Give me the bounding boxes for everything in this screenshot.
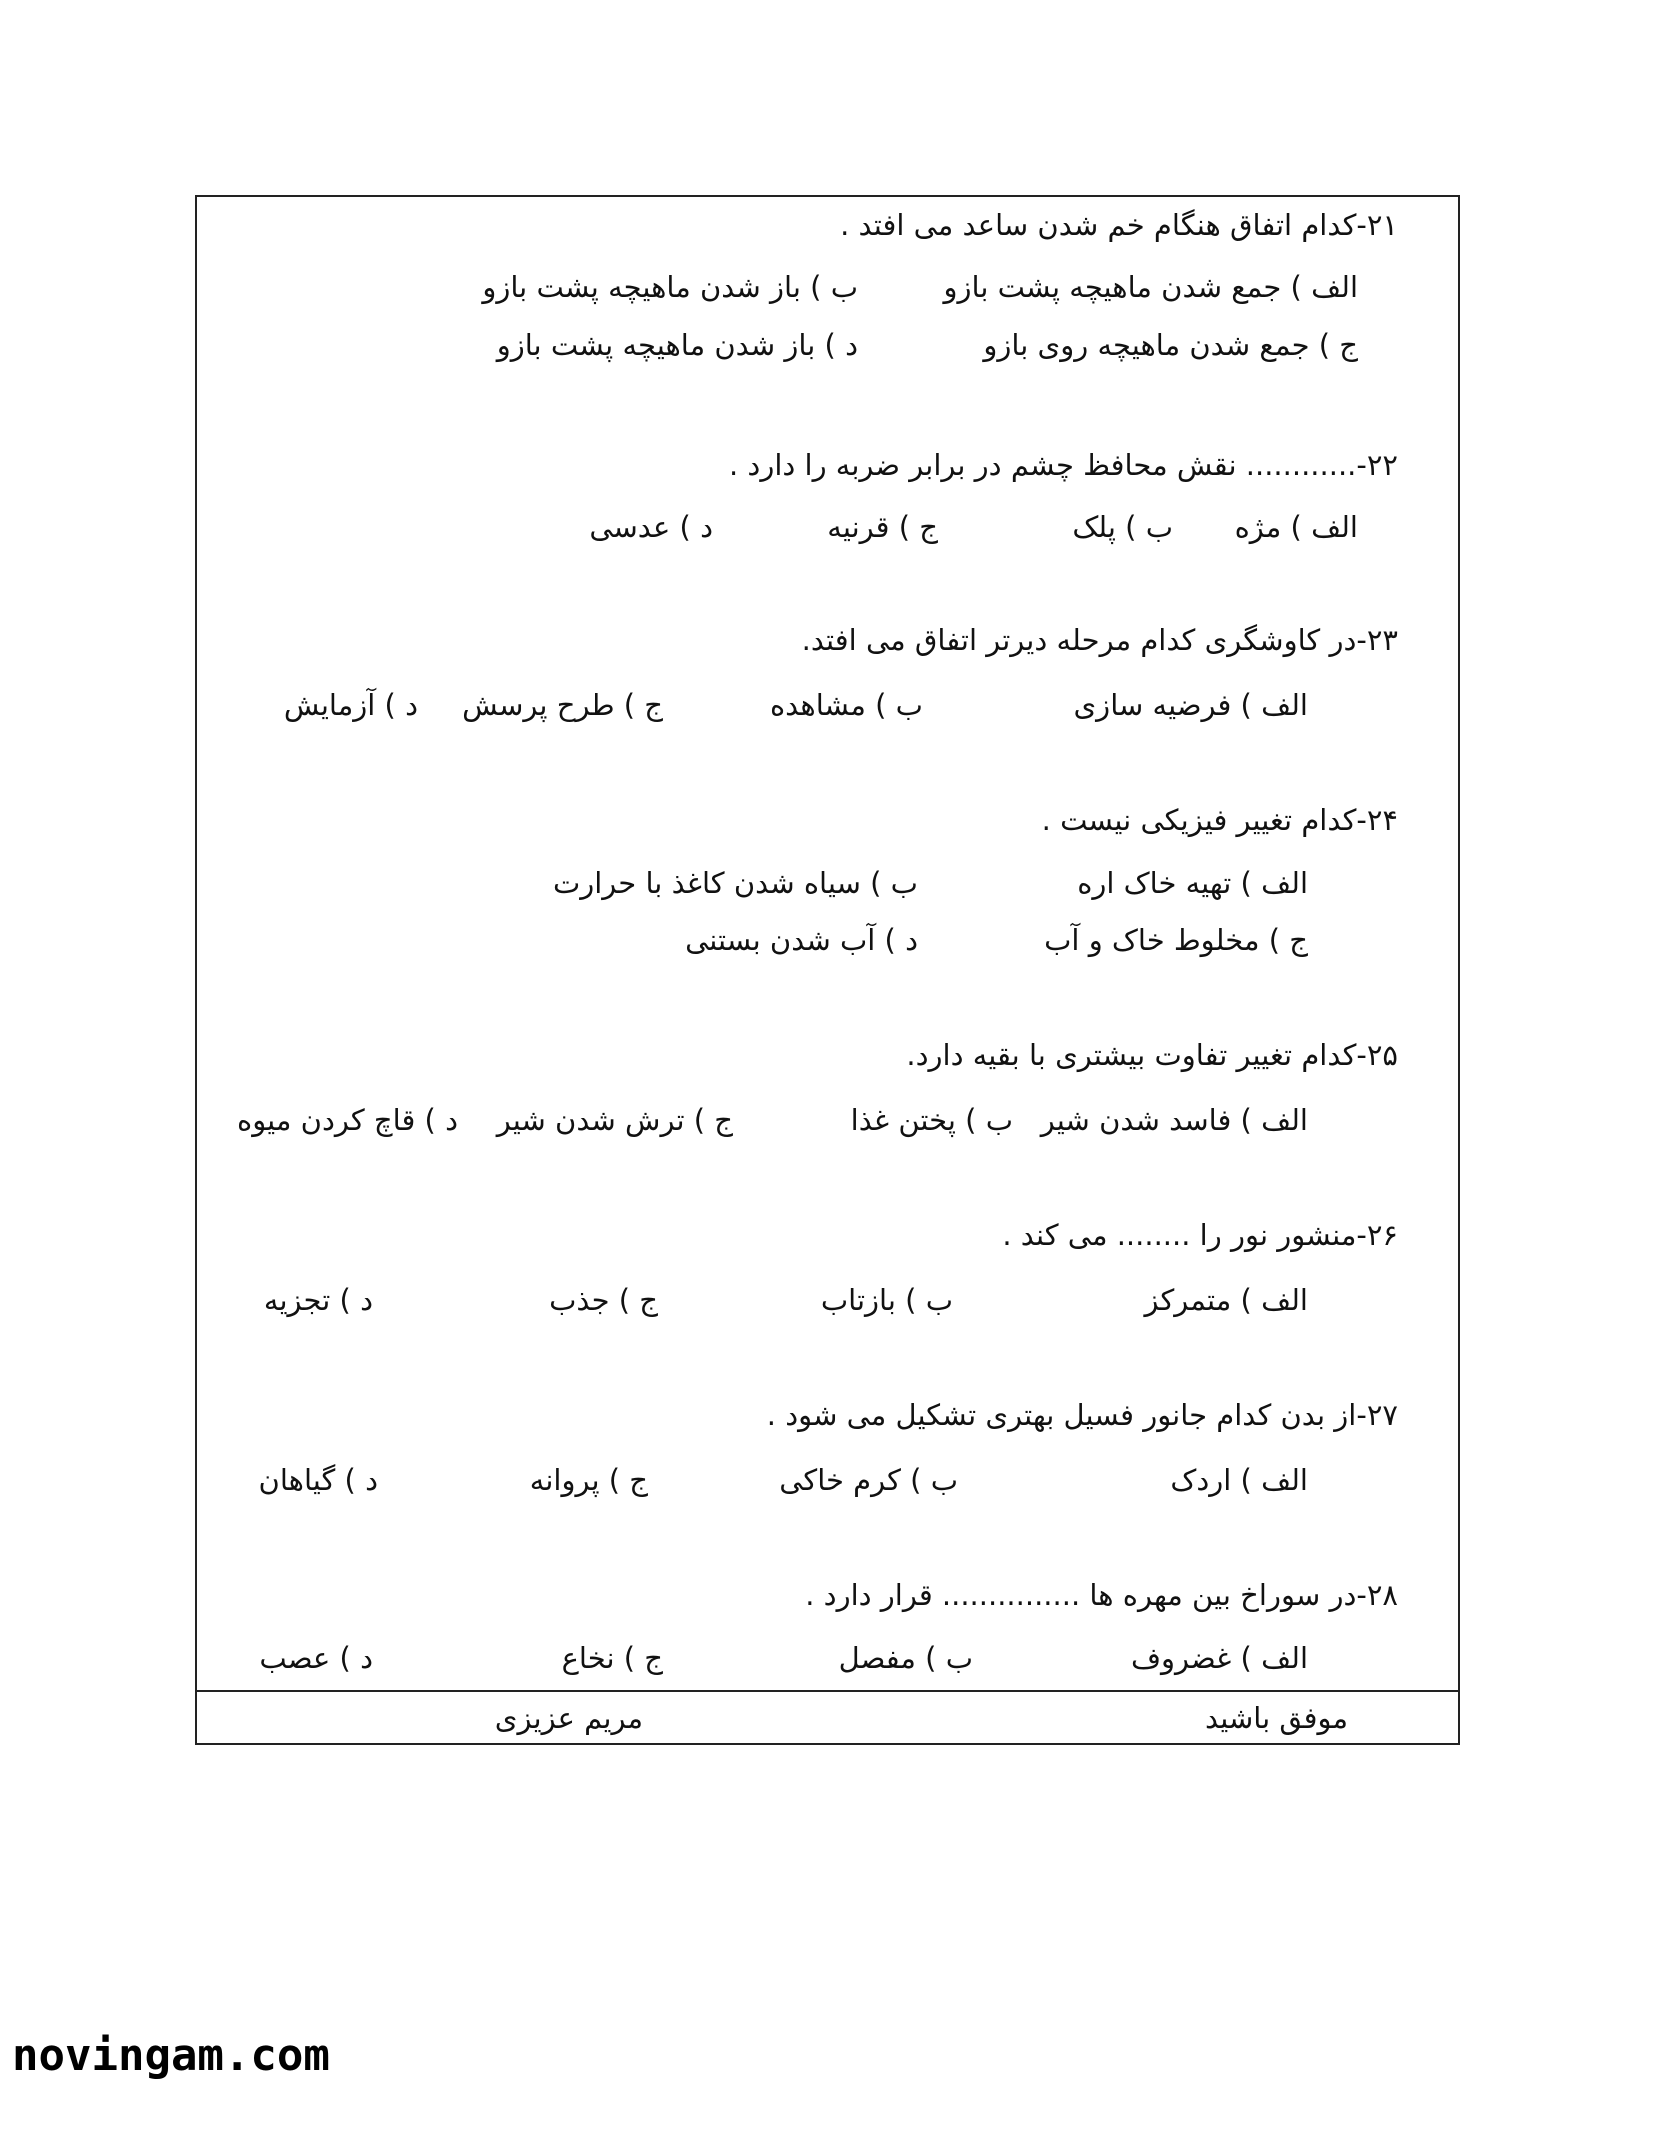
question-26-option-d[interactable]: د ) تجزیه — [263, 1283, 373, 1317]
question-25-option-c[interactable]: ج ) ترش شدن شیر — [496, 1103, 733, 1137]
question-22-option-c[interactable]: ج ) قرنیه — [827, 510, 938, 544]
question-26-option-c[interactable]: ج ) جذب — [549, 1283, 658, 1317]
question-25-option-d[interactable]: د ) قاچ کردن میوه — [237, 1103, 458, 1137]
question-21-option-d[interactable]: د ) باز شدن ماهیچه پشت بازو — [496, 328, 858, 362]
question-28-option-d[interactable]: د ) عصب — [259, 1641, 373, 1675]
footer-wish: موفق باشید — [1205, 1701, 1348, 1735]
question-25-option-a[interactable]: الف ) فاسد شدن شیر — [1040, 1103, 1308, 1137]
question-27-option-a[interactable]: الف ) اردک — [1170, 1463, 1308, 1497]
question-23-option-b[interactable]: ب ) مشاهده — [769, 688, 923, 722]
question-24-option-a[interactable]: الف ) تهیه خاک اره — [1077, 866, 1308, 900]
question-26-text: ۲۶-منشور نور را ........ می کند . — [1002, 1218, 1398, 1252]
exam-sheet — [195, 195, 1460, 1745]
question-27-option-b[interactable]: ب ) کرم خاکی — [779, 1463, 958, 1497]
question-28-text: ۲۸-در سوراخ بین مهره ها ............... قرار دارد . — [805, 1578, 1398, 1612]
question-25-text: ۲۵-کدام تغییر تفاوت بیشتری با بقیه دارد. — [906, 1038, 1398, 1072]
question-28-option-a[interactable]: الف ) غضروف — [1130, 1641, 1308, 1675]
question-24-option-c[interactable]: ج ) مخلوط خاک و آب — [1044, 923, 1308, 957]
question-28-option-c[interactable]: ج ) نخاع — [561, 1641, 663, 1675]
footer-teacher-name: مریم عزیزی — [494, 1701, 643, 1735]
question-23-text: ۲۳-در کاوشگری کدام مرحله دیرتر اتفاق می افتد. — [801, 623, 1398, 657]
question-21-option-a[interactable]: الف ) جمع شدن ماهیچه پشت بازو — [943, 270, 1358, 304]
question-27-option-d[interactable]: د ) گیاهان — [258, 1463, 378, 1497]
question-23-option-c[interactable]: ج ) طرح پرسش — [462, 688, 663, 722]
question-26-option-a[interactable]: الف ) متمرکز — [1144, 1283, 1308, 1317]
question-22-option-b[interactable]: ب ) پلک — [1072, 510, 1173, 544]
question-21-text: ۲۱-کدام اتفاق هنگام خم شدن ساعد می افتد . — [840, 208, 1398, 242]
question-21-option-b[interactable]: ب ) باز شدن ماهیچه پشت بازو — [482, 270, 858, 304]
question-24-text: ۲۴-کدام تغییر فیزیکی نیست . — [1041, 803, 1398, 837]
question-23-option-a[interactable]: الف ) فرضیه سازی — [1073, 688, 1308, 722]
question-25-option-b[interactable]: ب ) پختن غذا — [850, 1103, 1013, 1137]
question-21-option-c[interactable]: ج ) جمع شدن ماهیچه روی بازو — [983, 328, 1358, 362]
question-23-option-d[interactable]: د ) آزمایش — [283, 688, 418, 722]
question-24-option-b[interactable]: ب ) سیاه شدن کاغذ با حرارت — [552, 866, 918, 900]
question-22-option-a[interactable]: الف ) مژه — [1234, 510, 1358, 544]
question-24-option-d[interactable]: د ) آب شدن بستنی — [685, 923, 918, 957]
site-watermark: novingam.com — [12, 2030, 330, 2081]
question-27-option-c[interactable]: ج ) پروانه — [529, 1463, 648, 1497]
question-26-option-b[interactable]: ب ) بازتاب — [820, 1283, 953, 1317]
question-28-option-b[interactable]: ب ) مفصل — [838, 1641, 973, 1675]
question-22-option-d[interactable]: د ) عدسی — [589, 510, 713, 544]
question-27-text: ۲۷-از بدن کدام جانور فسیل بهتری تشکیل می شود . — [766, 1398, 1398, 1432]
footer-divider — [197, 1690, 1458, 1692]
question-22-text: ۲۲-............ نقش محافظ چشم در برابر ضربه را دارد . — [728, 448, 1398, 482]
